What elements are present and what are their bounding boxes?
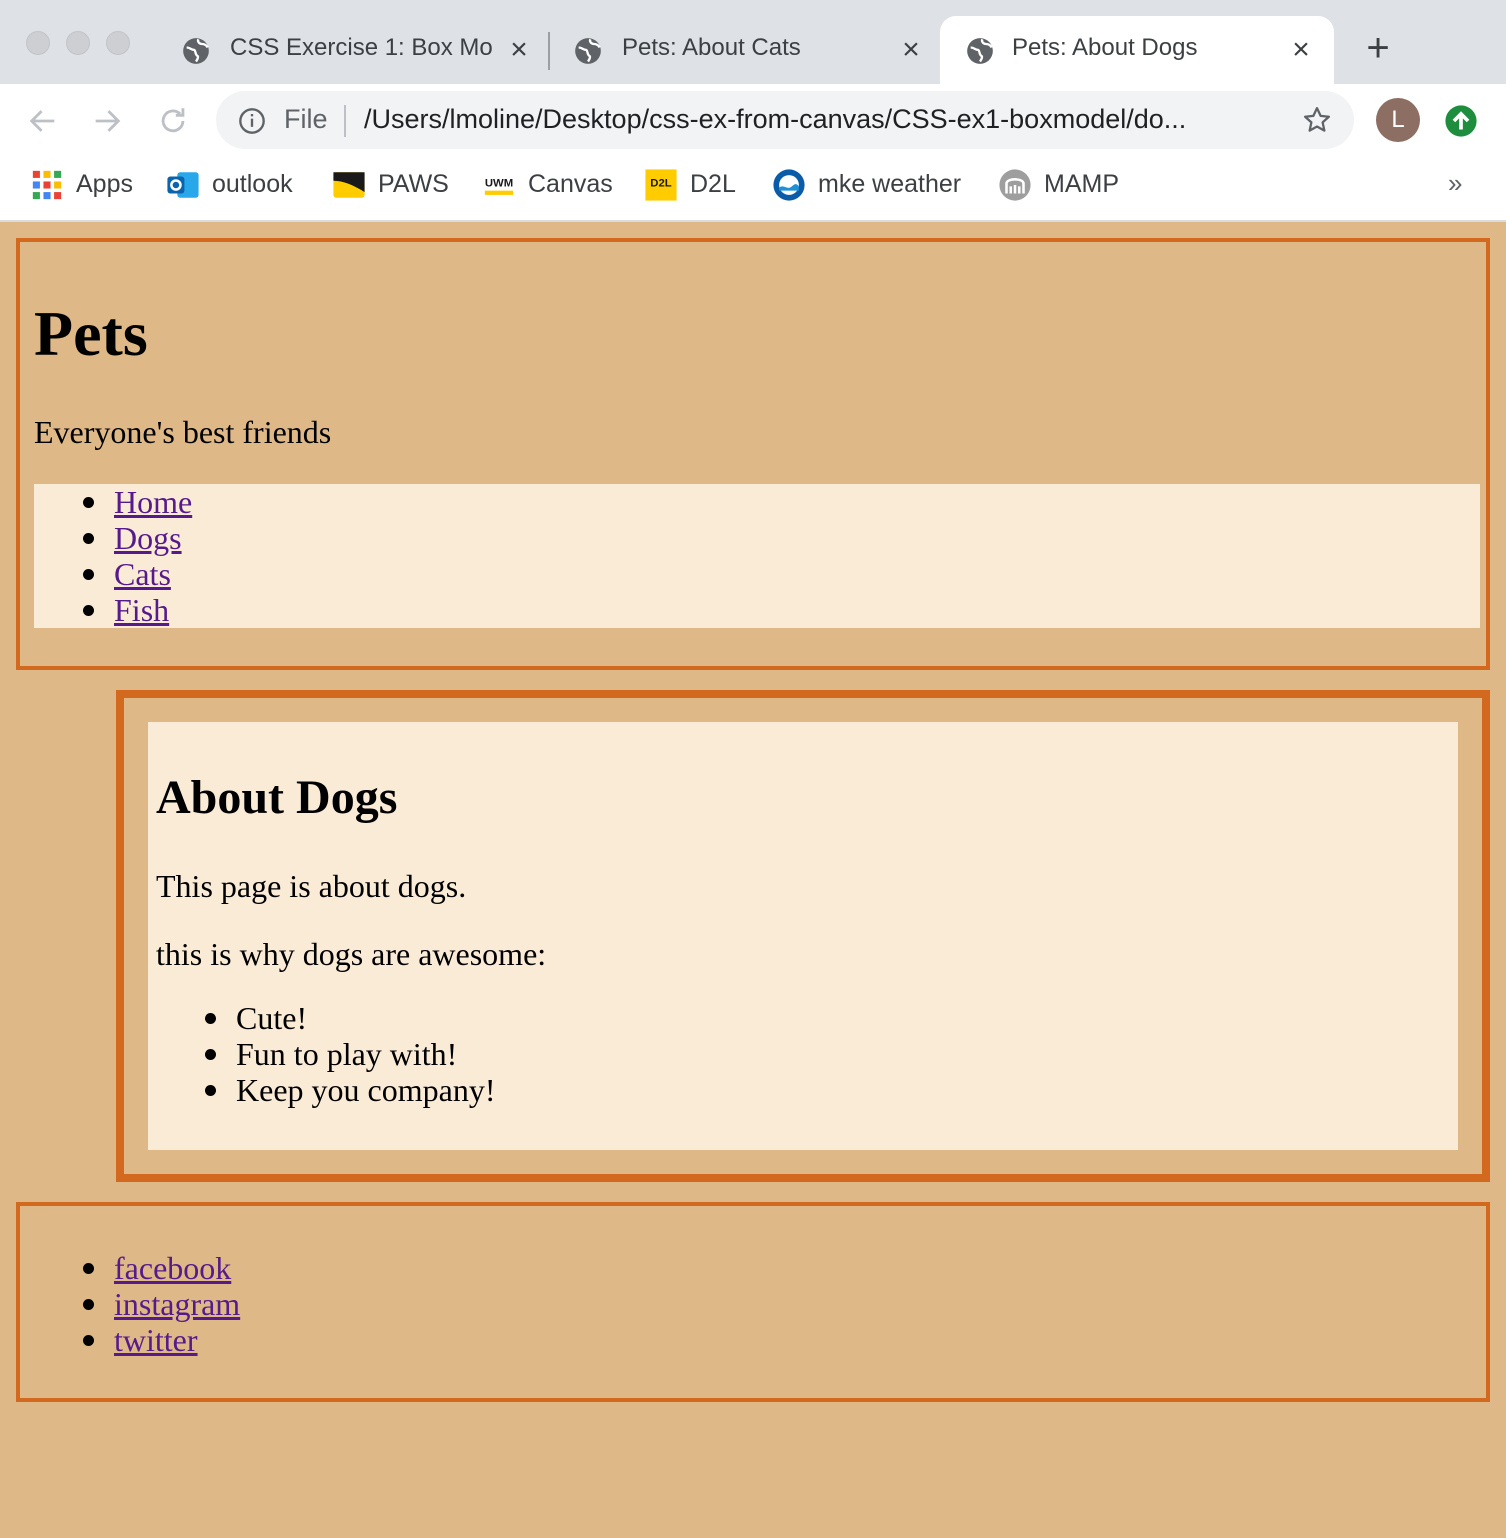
globe-icon	[966, 37, 994, 65]
why-text: this is why dogs are awesome:	[156, 936, 547, 972]
social-item-facebook	[34, 1250, 634, 1286]
new-tab-button[interactable]: +	[1366, 26, 1390, 70]
social-item-twitter	[34, 1322, 634, 1358]
site-footer	[16, 1202, 1490, 1402]
svg-text:UWM: UWM	[484, 177, 514, 190]
tagline: Everyone's best friends	[34, 414, 332, 450]
nav-item-fish	[34, 592, 1480, 628]
bookmark-label: mke weather	[818, 170, 962, 198]
d2l-icon	[644, 168, 678, 202]
list-item: Keep you company!	[156, 1072, 1056, 1108]
profile-avatar[interactable]: L	[1376, 98, 1420, 142]
section-heading: About Dogs	[156, 771, 398, 824]
tab-title: Pets: About Dogs	[1012, 34, 1198, 61]
bookmark-label: outlook	[212, 170, 293, 198]
list-item: Fun to play with!	[156, 1036, 1056, 1072]
tab-title: CSS Exercise 1: Box Mo	[230, 34, 493, 61]
globe-icon	[182, 37, 210, 65]
social-links	[34, 1250, 634, 1358]
tab-close-icon[interactable]: ×	[510, 33, 528, 66]
window-zoom-button[interactable]	[106, 31, 130, 55]
browser-toolbar	[0, 84, 1506, 156]
tab-css-exercise[interactable]	[182, 16, 542, 84]
nav-link-home[interactable]: Home	[114, 484, 193, 520]
update-icon[interactable]	[1444, 104, 1478, 138]
main-section	[116, 690, 1490, 1182]
mamp-icon	[998, 168, 1032, 202]
tab-separator	[548, 32, 550, 70]
url-text[interactable]: /Users/lmoline/Desktop/css-ex-from-canvas/CSS-ex1-boxmodel/do...	[364, 104, 1187, 134]
nav-link-cats[interactable]: Cats	[114, 556, 171, 592]
tab-close-icon[interactable]: ×	[1292, 33, 1310, 66]
nav-link-fish[interactable]: Fish	[114, 592, 170, 628]
tab-title: Pets: About Cats	[622, 34, 801, 61]
noaa-icon	[772, 168, 806, 202]
outlook-icon	[166, 168, 200, 202]
tab-strip	[0, 0, 1506, 84]
site-header	[16, 238, 1490, 670]
globe-icon	[574, 37, 602, 65]
forward-arrow-icon[interactable]	[90, 104, 124, 138]
instagram-link[interactable]: instagram	[114, 1286, 241, 1322]
svg-text:D2L: D2L	[650, 177, 672, 190]
apps-grid-icon	[30, 168, 64, 202]
reload-icon[interactable]	[156, 104, 190, 138]
uwm-icon	[482, 168, 516, 202]
bookmark-label: Canvas	[528, 170, 613, 198]
nav-item-home	[34, 484, 1480, 520]
bookmark-label: MAMP	[1044, 170, 1119, 198]
omnibox-divider	[344, 105, 346, 137]
window-close-button[interactable]	[26, 31, 50, 55]
window-minimize-button[interactable]	[66, 31, 90, 55]
bookmark-label: Apps	[76, 170, 133, 198]
tab-about-dogs[interactable]	[940, 16, 1334, 84]
list-item: Cute!	[156, 1000, 1056, 1036]
info-icon[interactable]	[238, 107, 266, 135]
url-scheme: File	[284, 104, 328, 134]
nav-item-dogs	[34, 520, 1480, 556]
bookmark-star-icon[interactable]	[1302, 105, 1332, 135]
bookmark-label: PAWS	[378, 170, 449, 198]
nav-link-dogs[interactable]: Dogs	[114, 520, 182, 556]
back-arrow-icon[interactable]	[26, 104, 60, 138]
tab-close-icon[interactable]: ×	[902, 33, 920, 66]
page-title: Pets	[34, 298, 148, 369]
bookmarks-bar	[0, 156, 1506, 222]
twitter-link[interactable]: twitter	[114, 1322, 198, 1358]
content-panel	[148, 722, 1458, 1150]
bookmarks-overflow-icon[interactable]: »	[1448, 168, 1463, 198]
paws-icon	[332, 168, 366, 202]
social-item-instagram	[34, 1286, 634, 1322]
main-nav	[34, 484, 1480, 628]
bookmark-label: D2L	[690, 170, 736, 198]
facebook-link[interactable]: facebook	[114, 1250, 232, 1286]
tab-about-cats[interactable]	[574, 16, 934, 84]
intro-text: This page is about dogs.	[156, 868, 467, 904]
nav-item-cats	[34, 556, 1480, 592]
address-bar[interactable]	[216, 91, 1354, 149]
reasons-list	[156, 1000, 1056, 1108]
